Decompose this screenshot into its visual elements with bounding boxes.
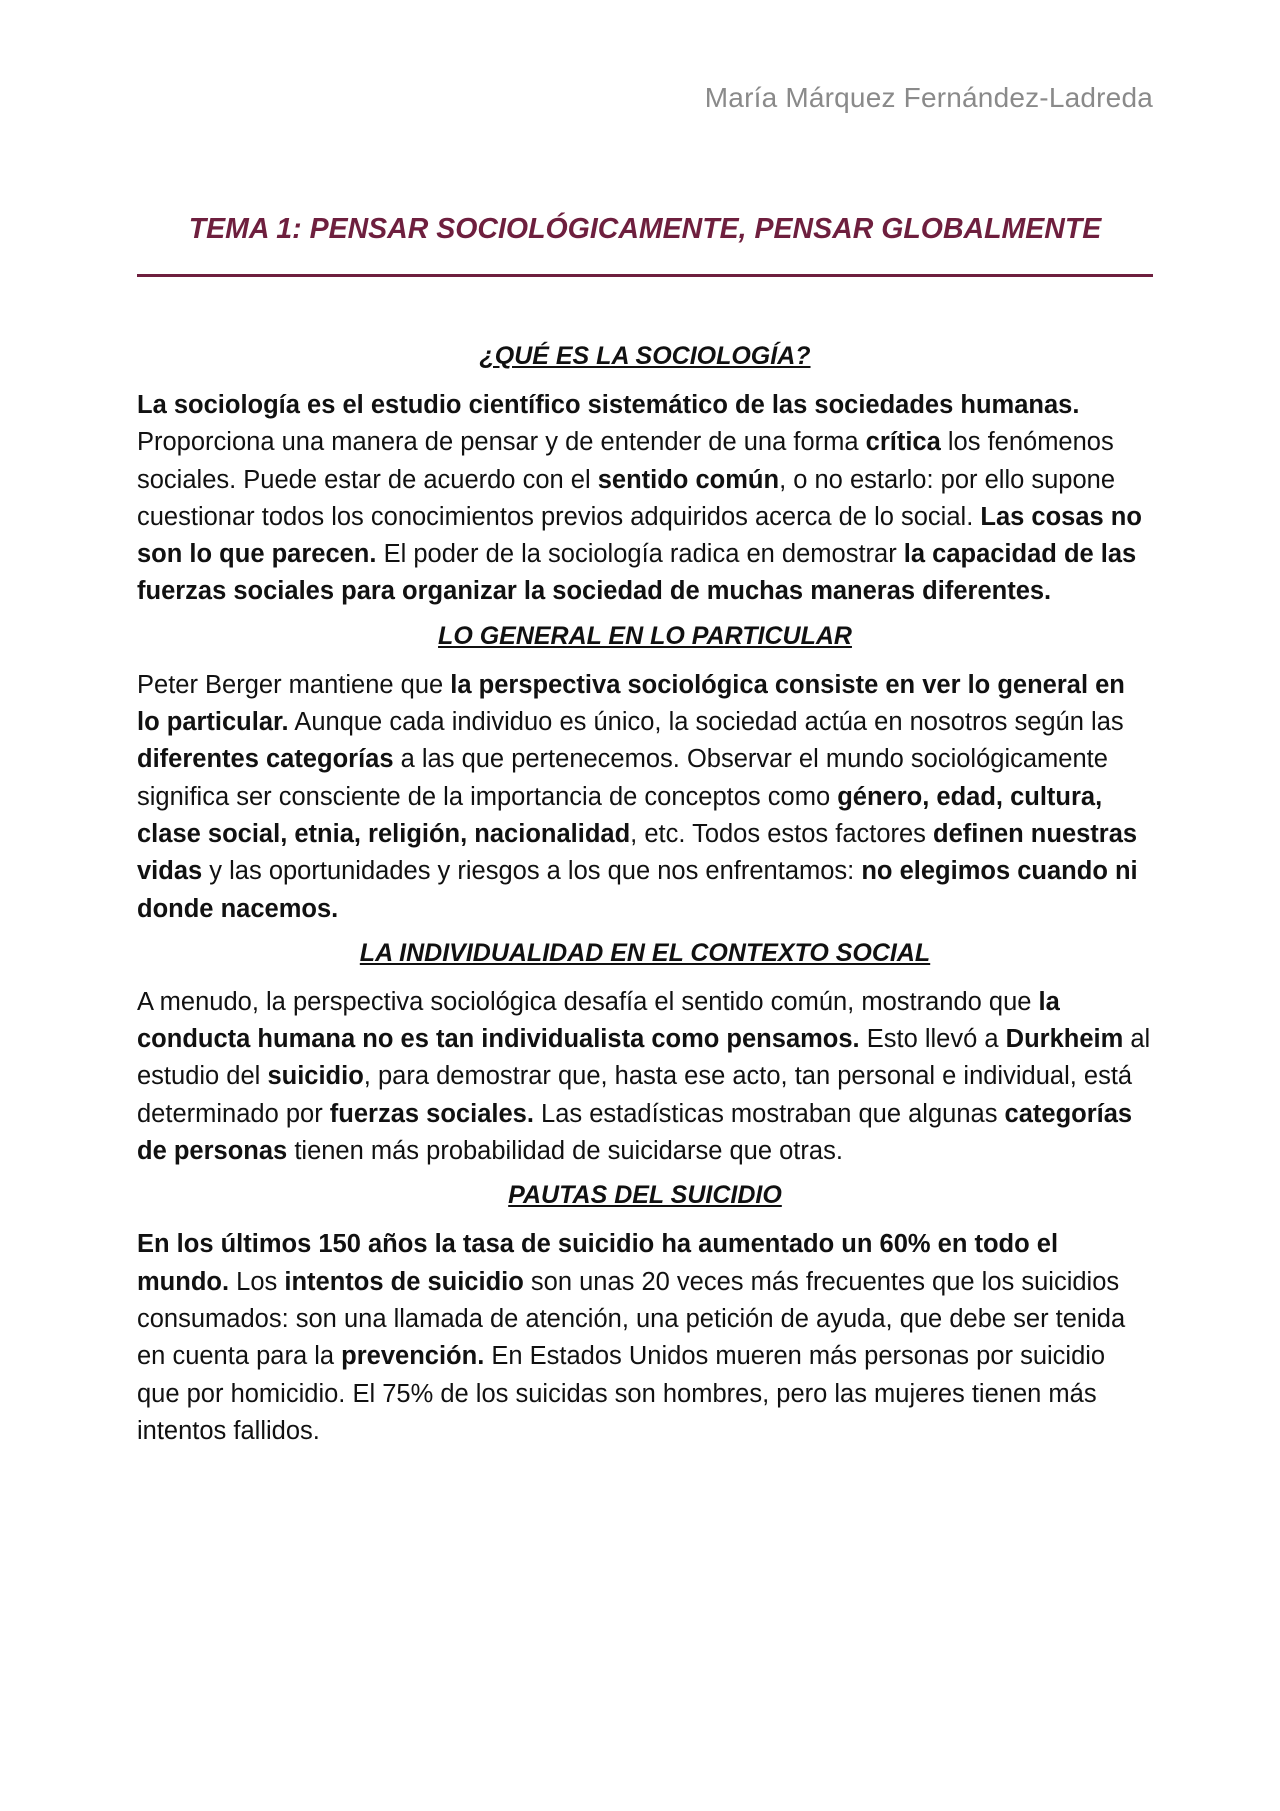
- title-divider: [137, 274, 1153, 277]
- text-run: Esto llevó a: [859, 1025, 1006, 1054]
- text-run: tienen más probabilidad de suicidarse que otras.: [287, 1137, 843, 1166]
- document-title: TEMA 1: PENSAR SOCIOLÓGICAMENTE, PENSAR GLOBALMENTE: [188, 213, 1102, 245]
- text-run: los fenómenos sociales. Puede estar de acuerdo con el: [137, 428, 1114, 494]
- text-run: fuerzas sociales.: [329, 1099, 534, 1128]
- text-run: La sociología es el estudio científico sistemático de las sociedades humanas.: [137, 391, 1080, 419]
- text-run: , etc. Todos estos factores: [630, 819, 934, 848]
- text-run: la capacidad de las fuerzas sociales para organizar la sociedad de muchas maneras diferentes.: [137, 540, 1137, 606]
- text-run: no elegimos cuando ni donde nacemos.: [137, 857, 1138, 923]
- text-run: son unas 20 veces más frecuentes que los suicidios consumados: son una llamada de atención, una petición de ayuda, que debe ser tenida en cuenta para la: [137, 1267, 1126, 1371]
- text-run: la conducta humana no es tan individualista como pensamos.: [137, 987, 1060, 1054]
- text-run: A menudo, la perspectiva sociológica desafía el sentido común, mostrando que: [137, 987, 1039, 1016]
- section-heading: LO GENERAL EN LO PARTICULAR: [438, 621, 852, 650]
- section-paragraph: [137, 984, 1153, 1170]
- document-body: [137, 336, 1153, 1450]
- text-run: sentido común: [597, 465, 780, 494]
- text-run: Peter Berger mantiene que: [137, 670, 451, 699]
- text-run: definen nuestras vidas: [137, 819, 1138, 886]
- text-run: , para demostrar que, hasta ese acto, tan personal e individual, está determinado por: [137, 1062, 1133, 1128]
- text-run: a las que pertenecemos. Observar el mundo sociológicamente significa ser consciente de la importancia de conceptos como: [137, 745, 1108, 811]
- text-run: prevención.: [341, 1342, 485, 1371]
- section-heading: PAUTAS DEL SUICIDIO: [508, 1181, 782, 1210]
- section-paragraph: [137, 667, 1153, 928]
- text-run: Aunque cada individuo es único, la sociedad actúa en nosotros según las: [288, 708, 1124, 737]
- text-run: En los últimos 150 años la tasa de suicidio ha aumentado un 60% en todo el mundo.: [137, 1230, 1059, 1296]
- text-run: la perspectiva sociológica consiste en ver lo general en lo particular.: [137, 670, 1125, 737]
- text-run: al estudio del: [137, 1025, 1151, 1091]
- text-run: categorías de personas: [137, 1099, 1133, 1166]
- text-run: diferentes categorías: [137, 745, 394, 774]
- text-run: Las cosas no son lo que parecen.: [137, 502, 1142, 569]
- text-run: Durkheim: [1005, 1025, 1124, 1054]
- text-run: intentos de suicidio: [284, 1267, 524, 1296]
- section-paragraph: [137, 387, 1153, 611]
- section-heading: LA INDIVIDUALIDAD EN EL CONTEXTO SOCIAL: [359, 938, 931, 967]
- section-paragraph: [137, 1226, 1153, 1450]
- text-run: Las estadísticas mostraban que algunas: [533, 1099, 1005, 1128]
- text-run: crítica: [865, 428, 941, 457]
- author-name: María Márquez Fernández-Ladreda: [704, 82, 1153, 113]
- text-run: Proporciona una manera de pensar y de entender de una forma: [137, 428, 866, 457]
- text-run: género, edad, cultura, clase social, etnia, religión, nacionalidad: [137, 782, 1103, 848]
- text-run: y las oportunidades y riesgos a los que nos enfrentamos:: [202, 857, 862, 886]
- text-run: El poder de la sociología radica en demostrar: [376, 540, 904, 569]
- section-heading: ¿QUÉ ES LA SOCIOLOGÍA?: [479, 342, 811, 370]
- text-run: Los: [229, 1267, 285, 1296]
- text-run: En Estados Unidos mueren más personas por suicidio que por homicidio. El 75% de los suicidas son hombres, pero las mujeres tienen más intentos fallidos.: [137, 1342, 1106, 1445]
- text-run: , o no estarlo: por ello supone cuestionar todos los conocimientos previos adquiridos acerca de lo social.: [137, 465, 1116, 531]
- text-run: suicidio: [267, 1062, 364, 1091]
